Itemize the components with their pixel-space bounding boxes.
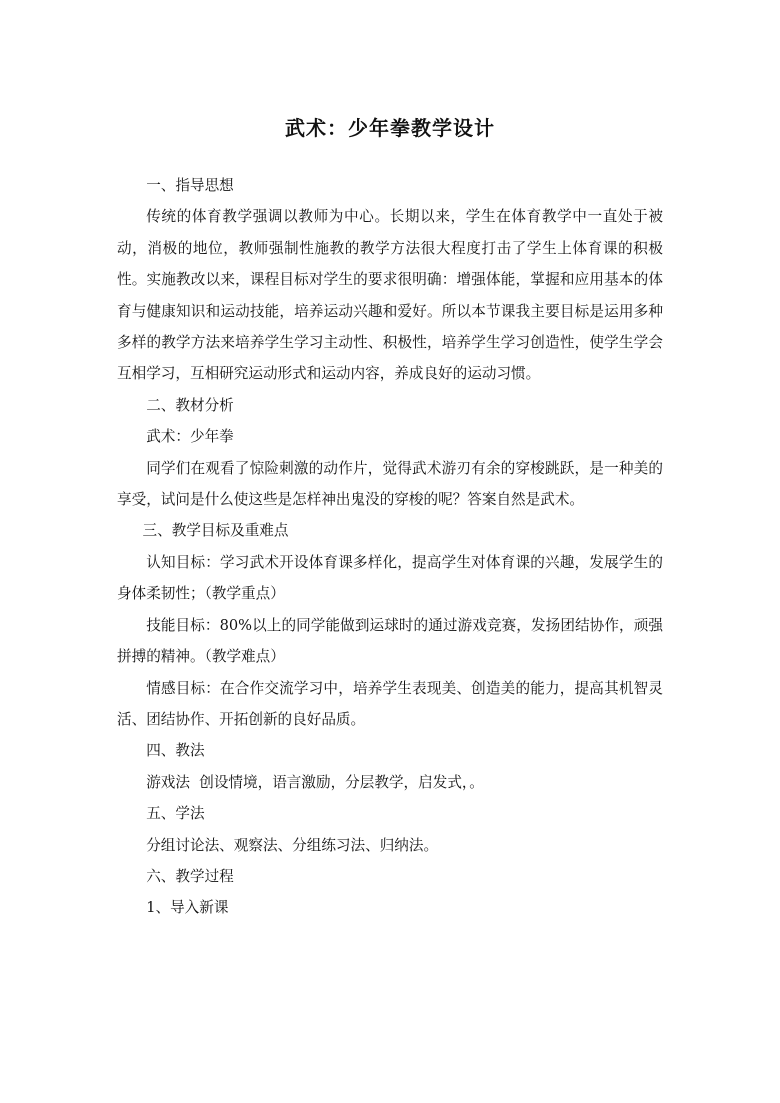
paragraph-guiding-ideology: 传统的体育教学强调以教师为中心。长期以来，学生在体育教学中一直处于被动，消极的地位，教师强制性施教的教学方法很大程度打击了学生上体育课的积极性。实施教改以来，课程目标对学生的要求很明确：增强体能，掌握和应用基本的体育与健康知识和运动技能，培养运动兴趣和爱好。所以本节课我主要目标是运用多种多样的教学方法来培养学生学习主动性、积极性，培养学生学习创造性，使学生学会互相学习，互相研究运动形式和运动内容，养成良好的运动习惯。 [117, 208, 663, 383]
paragraph-skill-goal: 技能目标：80%以上的同学能做到运球时的通过游戏竞赛，发扬团结协作，顽强拼搏的精神。（教学难点） [117, 616, 663, 666]
section-heading-teaching-goals: 三、教学目标及重难点 [142, 522, 289, 540]
section-heading-teaching-process: 六、教学过程 [146, 867, 234, 885]
paragraph-emotional-goal: 情感目标：在合作交流学习中，培养学生表现美、创造美的能力，提高其机智灵活、团结协作、开拓创新的良好品质。 [117, 679, 663, 728]
section-heading-guiding-ideology: 一、指导思想 [146, 177, 234, 194]
section-heading-material-analysis: 二、教材分析 [146, 396, 234, 414]
paragraph-teaching-methods: 游戏法 创设情境，语言激励，分层教学，启发式，。 [146, 773, 484, 791]
section-heading-teaching-methods: 四、教法 [146, 742, 205, 760]
paragraph-material-subject: 武术：少年拳 [146, 428, 234, 446]
paragraph-learning-methods: 分组讨论法、观察法、分组练习法、归纳法。 [146, 836, 439, 854]
document-title: 武术：少年拳教学设计 [285, 116, 495, 140]
paragraph-teaching-process-step-1: 1、导入新课 [146, 899, 229, 917]
paragraph-cognitive-goal: 认知目标：学习武术开设体育课多样化，提高学生对体育课的兴趣，发展学生的身体柔韧性；（教学重点） [117, 553, 663, 603]
paragraph-material-analysis: 同学们在观看了惊险刺激的动作片，觉得武术游刃有余的穿梭跳跃，是一种美的享受，试问是什么使这些是怎样神出鬼没的穿梭的呢？答案自然是武术。 [117, 459, 663, 509]
document-body [117, 170, 663, 924]
section-heading-learning-methods: 五、学法 [146, 805, 205, 823]
